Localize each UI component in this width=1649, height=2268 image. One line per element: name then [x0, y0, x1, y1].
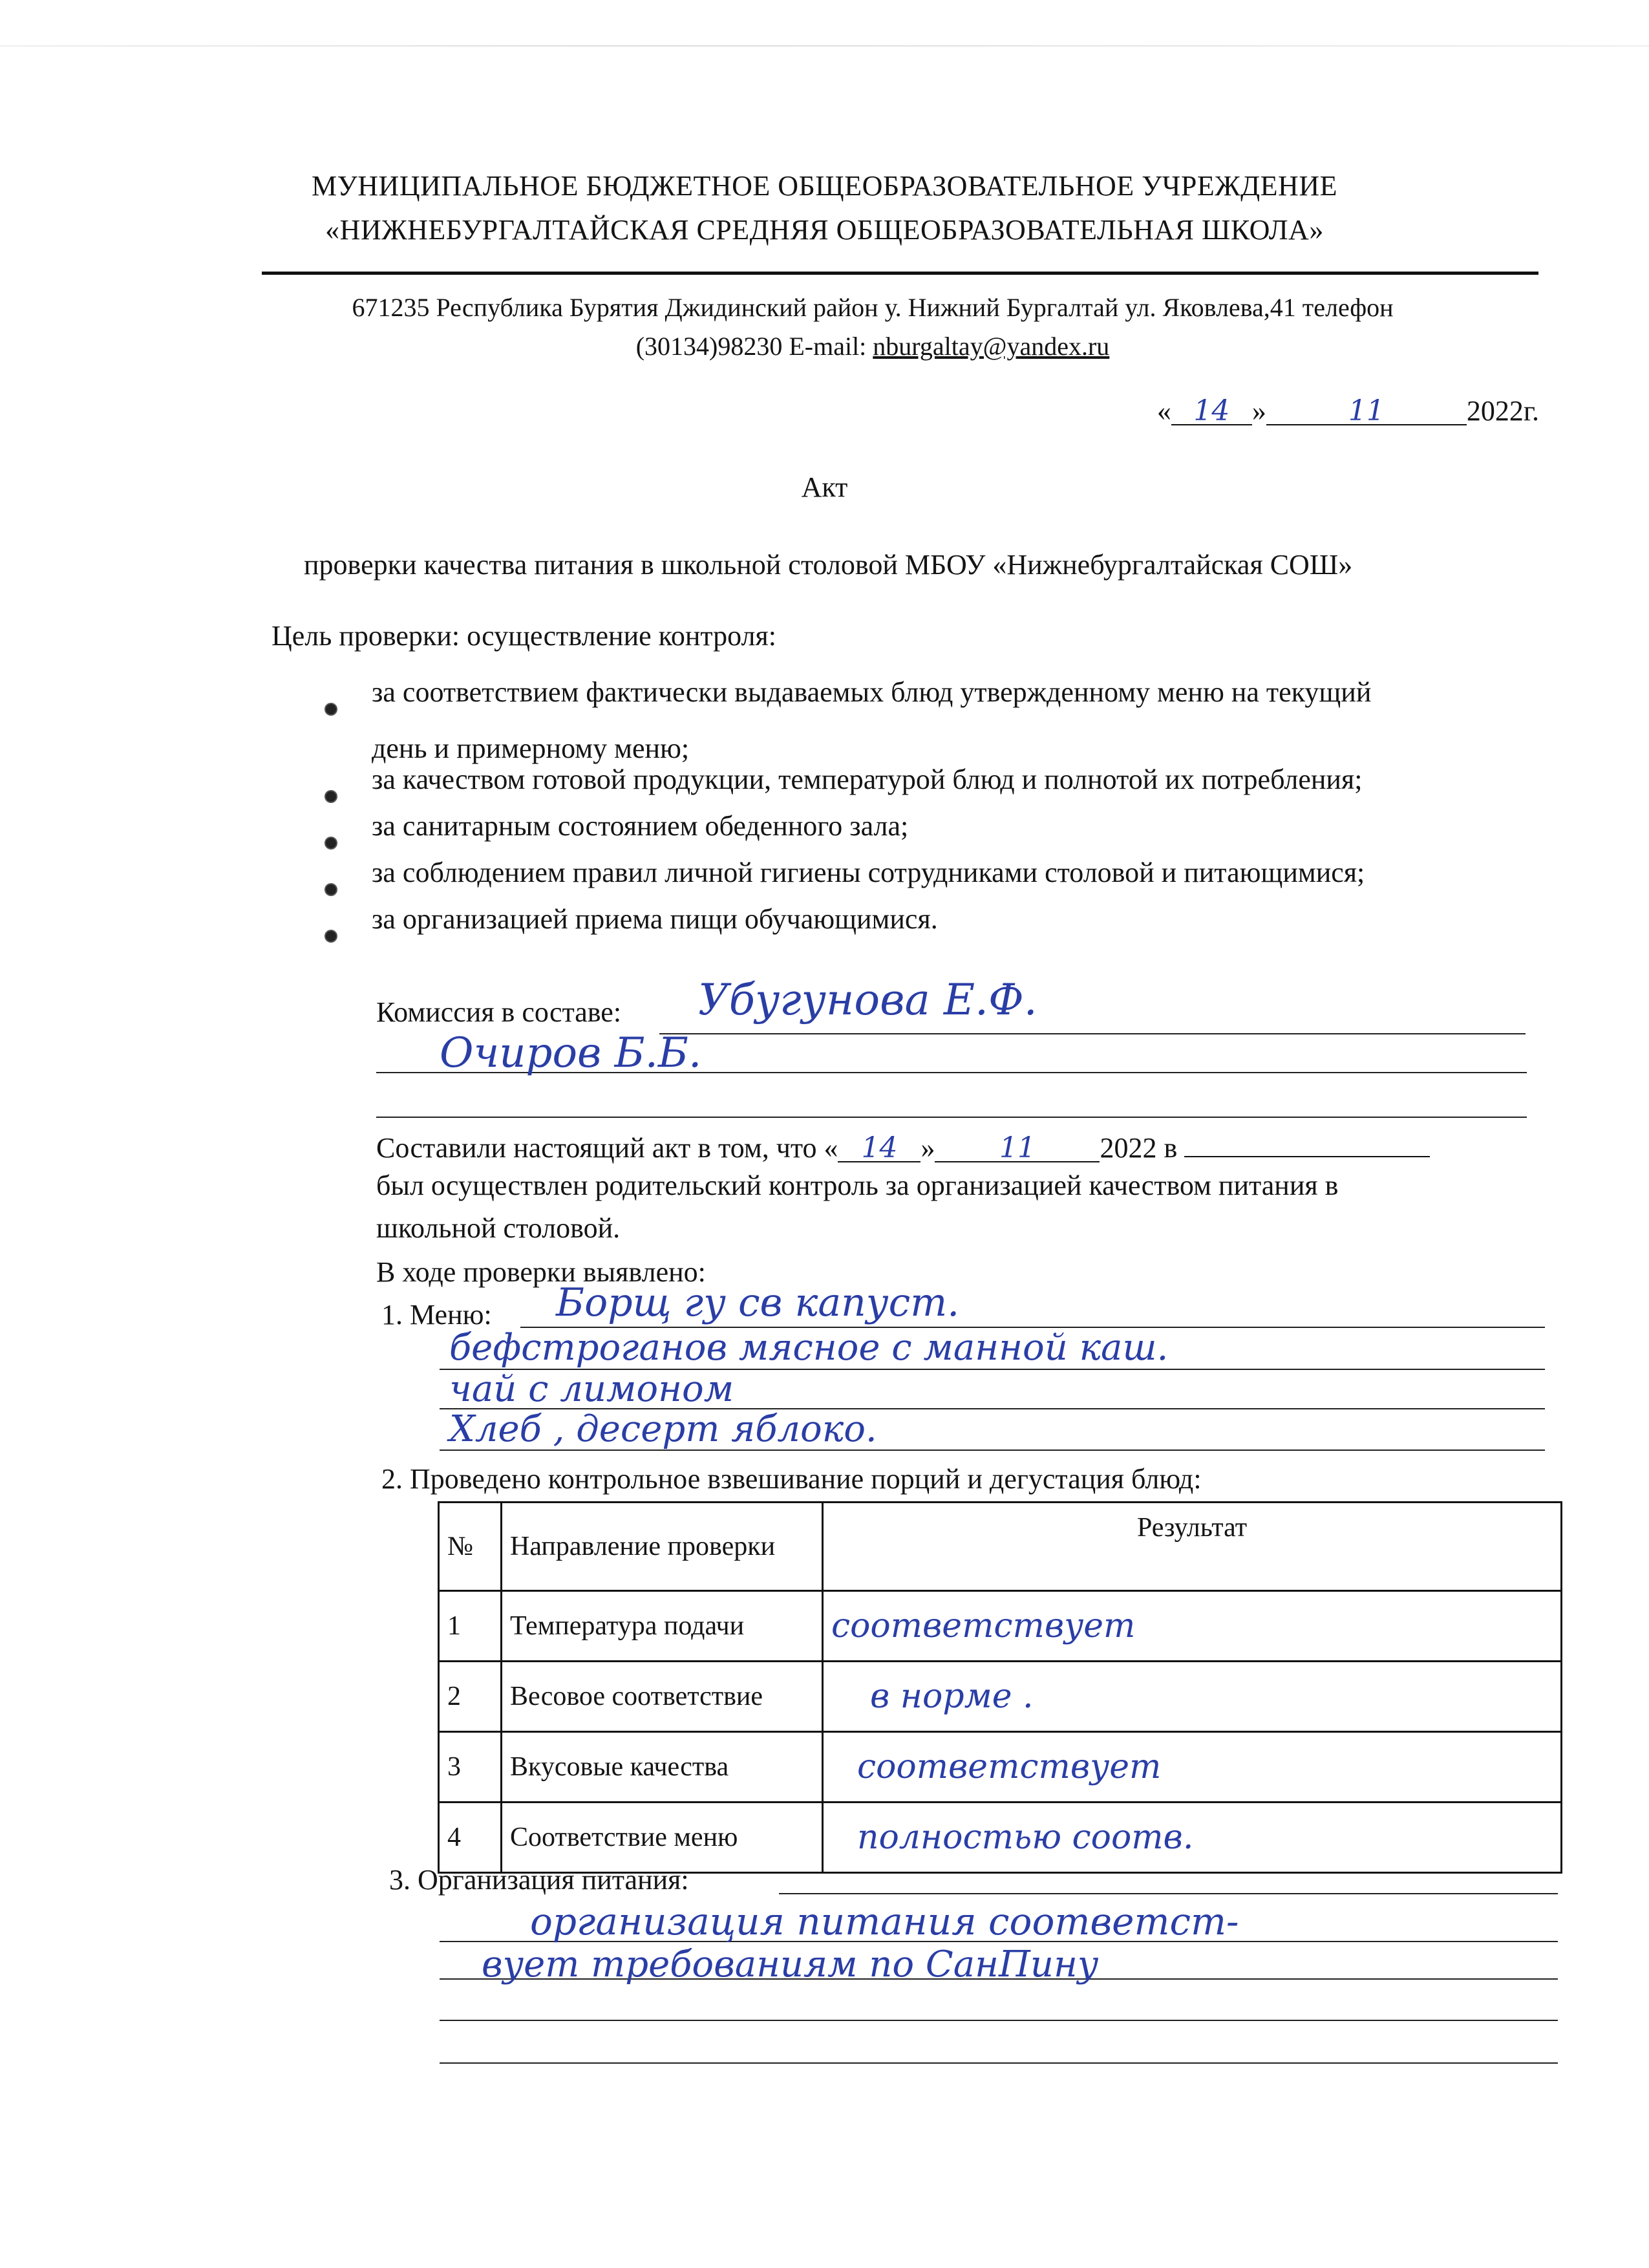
act-statement-line2: был осуществлен родительский контроль за организацией качеством питания в [376, 1170, 1339, 1201]
row-result-field[interactable] [823, 1662, 1562, 1732]
organization-line-5[interactable] [440, 2062, 1558, 2064]
date-day-field[interactable] [1171, 394, 1252, 425]
row-number: 2 [439, 1662, 502, 1732]
goal-item-1: за соответствием фактически выдаваемых блюд утвержденному меню на текущий [372, 676, 1372, 708]
scan-edge [0, 45, 1649, 47]
org-name-line1: МУНИЦИПАЛЬНОЕ БЮДЖЕТНОЕ ОБЩЕОБРАЗОВАТЕЛЬНОЕ УЧРЕЖДЕНИЕ [312, 170, 1337, 202]
act-month: 11 [999, 1131, 1036, 1164]
row-result-field[interactable] [823, 1591, 1562, 1662]
goal-label: Цель проверки: осуществление контроля: [271, 620, 776, 652]
menu-entry-2: бефстроганов мясное с манной каш. [449, 1327, 1169, 1369]
date-month: 11 [1348, 394, 1385, 427]
inspection-table [438, 1501, 1562, 1874]
organization-entry-2: вует требованиям по СанПину [482, 1943, 1099, 1985]
date-day: 14 [1193, 394, 1230, 427]
org-name-line2: «НИЖНЕБУРГАЛТАЙСКАЯ СРЕДНЯЯ ОБЩЕОБРАЗОВАТЕЛЬНАЯ ШКОЛА» [325, 214, 1324, 246]
menu-entry-3: чай с лимоном [449, 1368, 734, 1410]
row-result: полностью соотв. [857, 1818, 1194, 1857]
table-row [439, 1662, 1562, 1732]
menu-label: 1. Меню: [381, 1299, 492, 1331]
header-rule [262, 272, 1538, 275]
act-month-field[interactable] [935, 1131, 1100, 1162]
act-prefix: Составили настоящий акт в том, что « [376, 1132, 838, 1164]
col-header-direction: Направление проверки [502, 1503, 823, 1591]
bullet-icon [324, 703, 337, 716]
row-result: соответствует [831, 1607, 1136, 1645]
date-close-quote: » [1251, 395, 1266, 427]
organization-entry-1: организация питания соответст- [530, 1899, 1239, 1943]
menu-entry-1: Борщ гу св капуст. [556, 1280, 960, 1325]
commission-member-1: Убугунова Е.Ф. [698, 975, 1037, 1025]
document-date [1157, 394, 1539, 427]
goal-item-4: за соблюдением правил личной гигиены сотрудниками столовой и питающимися; [372, 857, 1365, 888]
act-statement-line3: школьной столовой. [376, 1212, 621, 1244]
weighing-label: 2. Проведено контрольное взвешивание порций и дегустация блюд: [381, 1463, 1202, 1495]
row-number: 3 [439, 1732, 502, 1803]
commission-member-2: Очиров Б.Б. [440, 1029, 702, 1077]
col-header-result: Результат [823, 1503, 1562, 1591]
doc-title: Акт [801, 471, 848, 503]
row-result-field[interactable] [823, 1803, 1562, 1873]
commission-label: Комиссия в составе: [376, 996, 622, 1028]
bullet-icon [324, 930, 337, 943]
row-result-field[interactable] [823, 1732, 1562, 1803]
email-link[interactable]: nburgaltay@yandex.ru [873, 332, 1110, 361]
date-month-field[interactable] [1266, 394, 1467, 425]
row-number: 1 [439, 1591, 502, 1662]
findings-label: В ходе проверки выявлено: [376, 1256, 706, 1288]
row-number: 4 [439, 1803, 502, 1873]
act-day-field[interactable] [838, 1131, 920, 1162]
bullet-icon [324, 837, 337, 850]
doc-subtitle: проверки качества питания в школьной столовой МБОУ «Нижнебургалтайская СОШ» [304, 549, 1353, 581]
address-line: 671235 Республика Бурятия Джидинский район у. Нижний Бургалтай ул. Яковлева,41 телефон [352, 293, 1394, 322]
row-direction: Весовое соответствие [502, 1662, 823, 1732]
commission-line-3[interactable] [376, 1117, 1527, 1118]
act-year: 2022 в [1100, 1132, 1178, 1164]
act-place-field[interactable] [1184, 1126, 1430, 1157]
table-row [439, 1732, 1562, 1803]
goal-item-3: за санитарным состоянием обеденного зала; [372, 810, 909, 842]
act-statement-line1 [376, 1126, 1430, 1164]
bullet-icon [324, 790, 337, 803]
table-row [439, 1803, 1562, 1873]
date-open-quote: « [1156, 395, 1171, 427]
organization-label: 3. Организация питания: [389, 1864, 689, 1896]
row-result: в норме . [870, 1677, 1034, 1716]
row-direction: Соответствие меню [502, 1803, 823, 1873]
act-mid: » [920, 1132, 935, 1164]
menu-entry-4: Хлеб , десерт яблоко. [449, 1408, 877, 1450]
goal-item-1-cont: день и примерному меню; [372, 733, 690, 764]
act-day: 14 [861, 1131, 898, 1164]
table-row [439, 1591, 1562, 1662]
col-header-number: № [439, 1503, 502, 1591]
row-direction: Температура подачи [502, 1591, 823, 1662]
phone-text: (30134)98230 E-mail: [635, 332, 873, 361]
goal-item-2: за качеством готовой продукции, температурой блюд и полнотой их потребления; [372, 764, 1363, 795]
row-direction: Вкусовые качества [502, 1732, 823, 1803]
goal-item-5: за организацией приема пищи обучающимися. [372, 903, 938, 935]
date-year: 2022г. [1466, 395, 1539, 427]
bullet-icon [324, 883, 337, 896]
table-header-row [439, 1503, 1562, 1591]
contact-line [194, 331, 1551, 361]
commission-line-1[interactable] [659, 1033, 1526, 1034]
organization-line-1[interactable] [779, 1893, 1558, 1894]
row-result: соответствует [857, 1748, 1162, 1786]
organization-line-4[interactable] [440, 2020, 1558, 2021]
